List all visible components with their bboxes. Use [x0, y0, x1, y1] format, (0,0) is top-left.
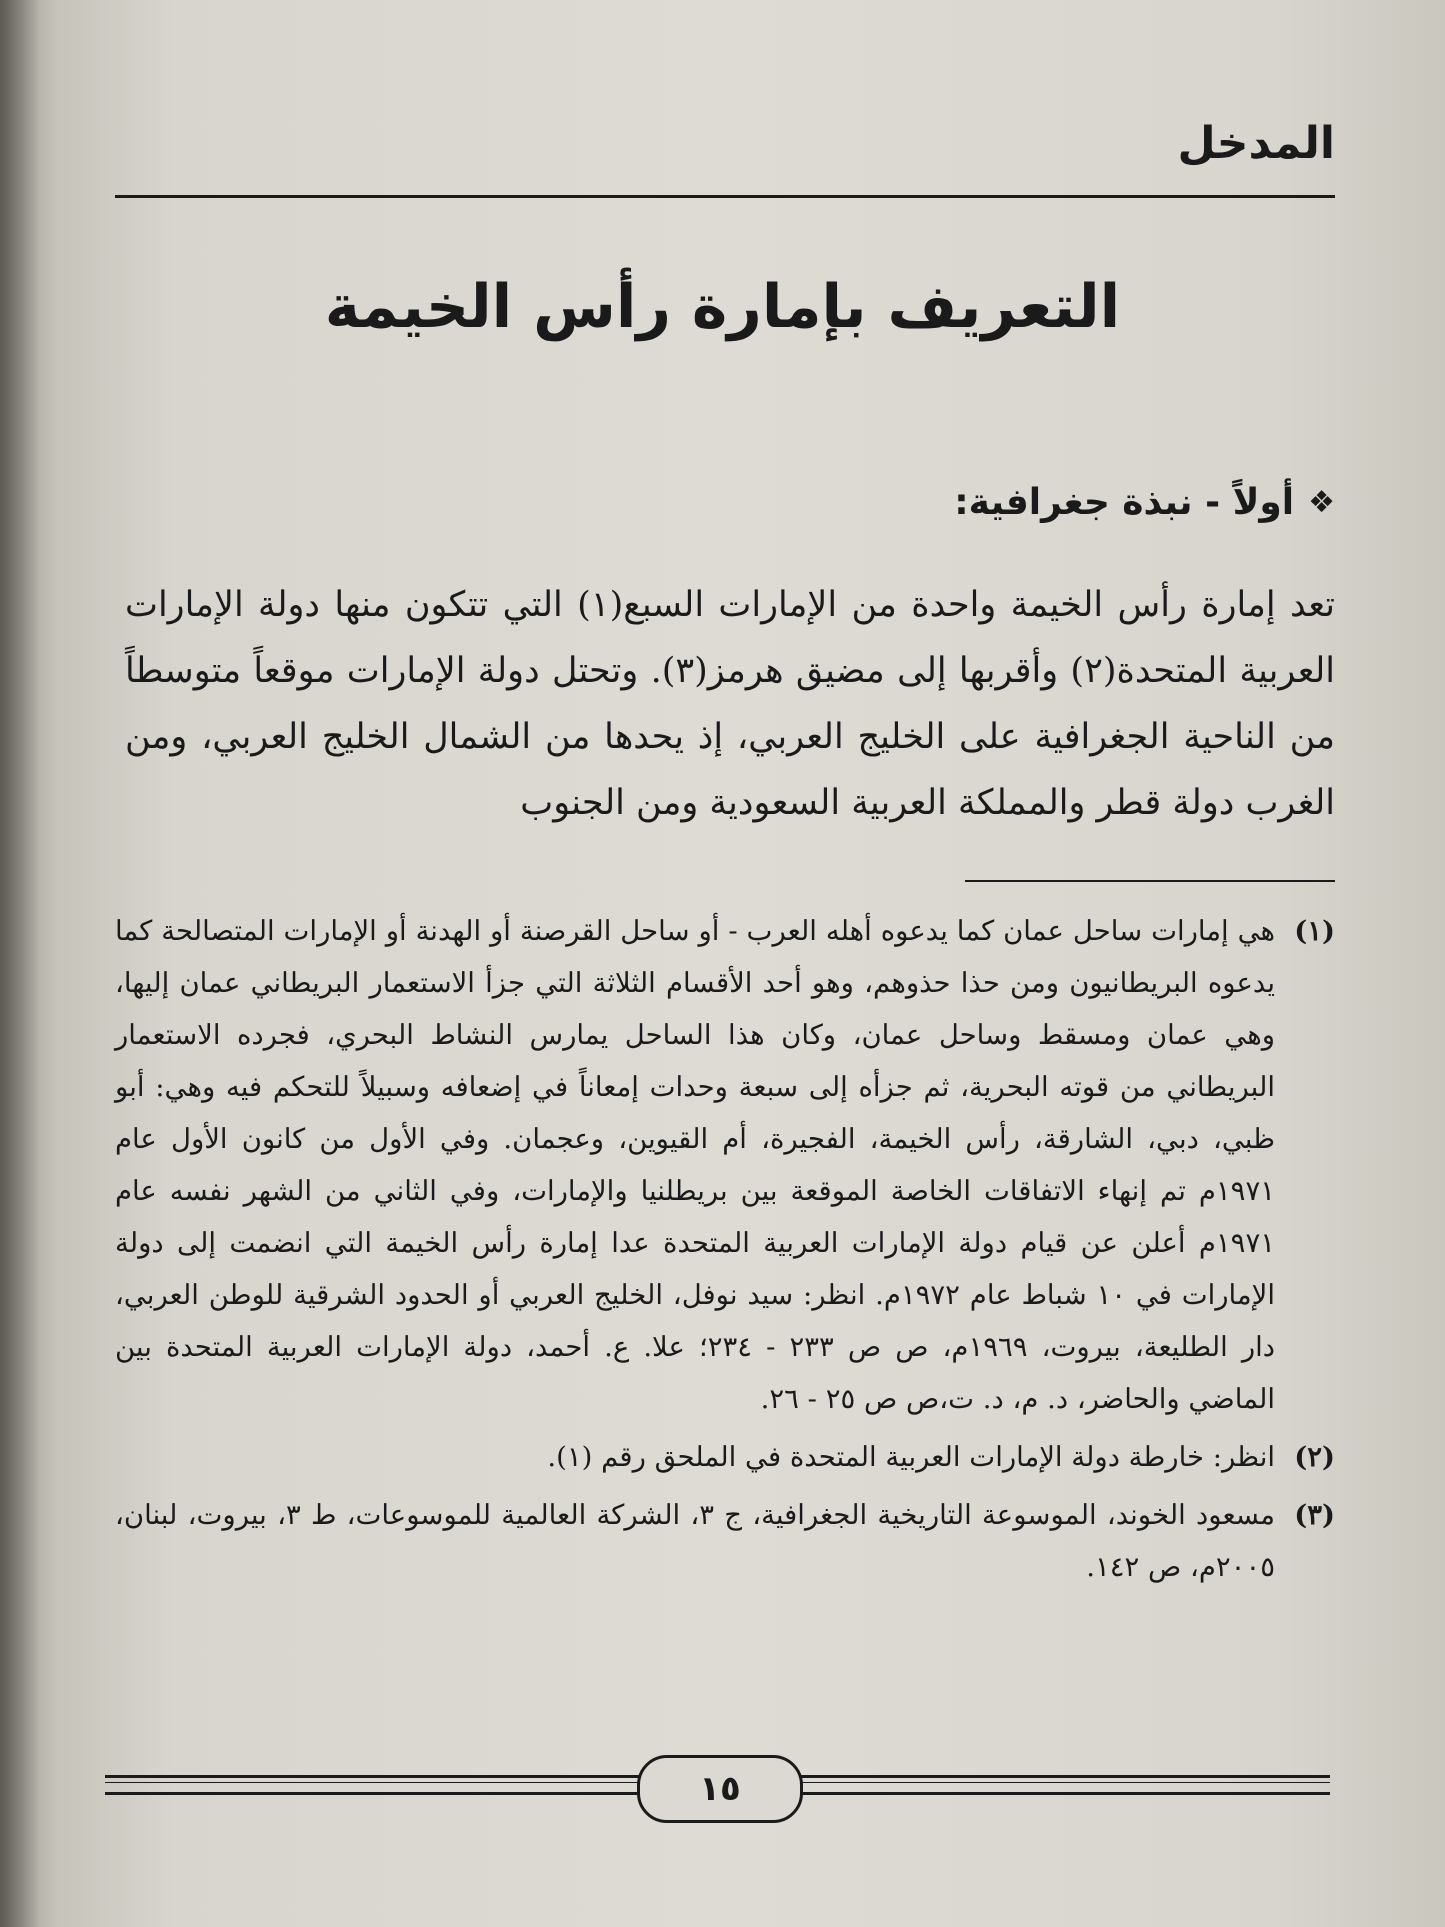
footnotes — [115, 905, 1335, 1599]
page-number: ١٥ — [637, 1755, 803, 1823]
page-footer — [105, 1755, 1330, 1835]
footnote-1 — [115, 905, 1335, 1425]
footnote-2 — [115, 1431, 1335, 1483]
chapter-title: التعريف بإمارة رأس الخيمة — [324, 272, 1121, 342]
subheading-text: أولاً - نبذة جغرافية: — [954, 482, 1295, 523]
footnote-number: (١) — [1294, 915, 1335, 947]
footnote-text: مسعود الخوند، الموسوعة التاريخية الجغرافية، ج ٣، الشركة العالمية للموسوعات، ط ٣، بيروت، لبنان، ٢٠٠٥م، ص ١٤٢. — [115, 1499, 1275, 1583]
section-title: المدخل — [1177, 118, 1335, 169]
subheading — [954, 482, 1335, 523]
footnote-number: (٣) — [1294, 1499, 1335, 1531]
footnote-divider — [965, 880, 1335, 882]
footnote-number: (٢) — [1294, 1441, 1335, 1473]
footnote-text: انظر: خارطة دولة الإمارات العربية المتحدة في الملحق رقم (١). — [547, 1441, 1275, 1473]
diamond-bullet-icon: ❖ — [1308, 485, 1335, 520]
body-paragraph: تعد إمارة رأس الخيمة واحدة من الإمارات السبع(١) التي تتكون منها دولة الإمارات العربية المتحدة(٢) وأقربها إلى مضيق هرمز(٣). وتحتل دولة الإمارات موقعاً متوسطاً من الناحية الجغرافية على الخليج العربي، إذ يحدها من الشمال الخليج العربي، ومن الغرب دولة قطر والمملكة العربية السعودية ومن الجنوب — [125, 585, 1335, 823]
section-title-rule — [115, 195, 1335, 198]
footnote-text: هي إمارات ساحل عمان كما يدعوه أهله العرب - أو ساحل القرصنة أو الهدنة أو الإمارات المتصالحة كما يدعوه البريطانيون ومن حذا حذوهم، وهو أحد الأقسام الثلاثة التي جزأ الاستعمار البريطاني عمان إليها، وهي عمان ومسقط وساحل عمان، وكان هذا الساحل يمارس النشاط البحري، فجرده الاستعمار البريطاني من قوته البحرية، ثم جزأه إلى سبعة وحدات إمعاناً في إضعافه وسبيلاً للتحكم فيه وهي: أبو ظبي، دبي، الشارقة، رأس الخيمة، الفجيرة، أم القيوين، وعجمان. وفي الأول من كانون الأول عام ١٩٧١م تم إنهاء الاتفاقات الخاصة الموقعة بين بريطلنيا والإمارات، وفي الثاني من الشهر نفسه عام ١٩٧١م أعلن عن قيام دولة الإمارات العربية المتحدة عدا إمارة رأس الخيمة التي انضمت إلى دولة الإمارات في ١٠ شباط عام ١٩٧٢م. انظر: سيد نوفل، الخليج العربي أو الحدود الشرقية للوطن العربي، دار الطليعة، بيروت، ١٩٦٩م، ص ص ٢٣٣ - ٢٣٤؛ علا. ع. أحمد، دولة الإمارات العربية المتحدة بين الماضي والحاضر، د. م، د. ت،ص ص ٢٥ - ٢٦. — [115, 915, 1275, 1415]
footnote-3 — [115, 1489, 1335, 1593]
